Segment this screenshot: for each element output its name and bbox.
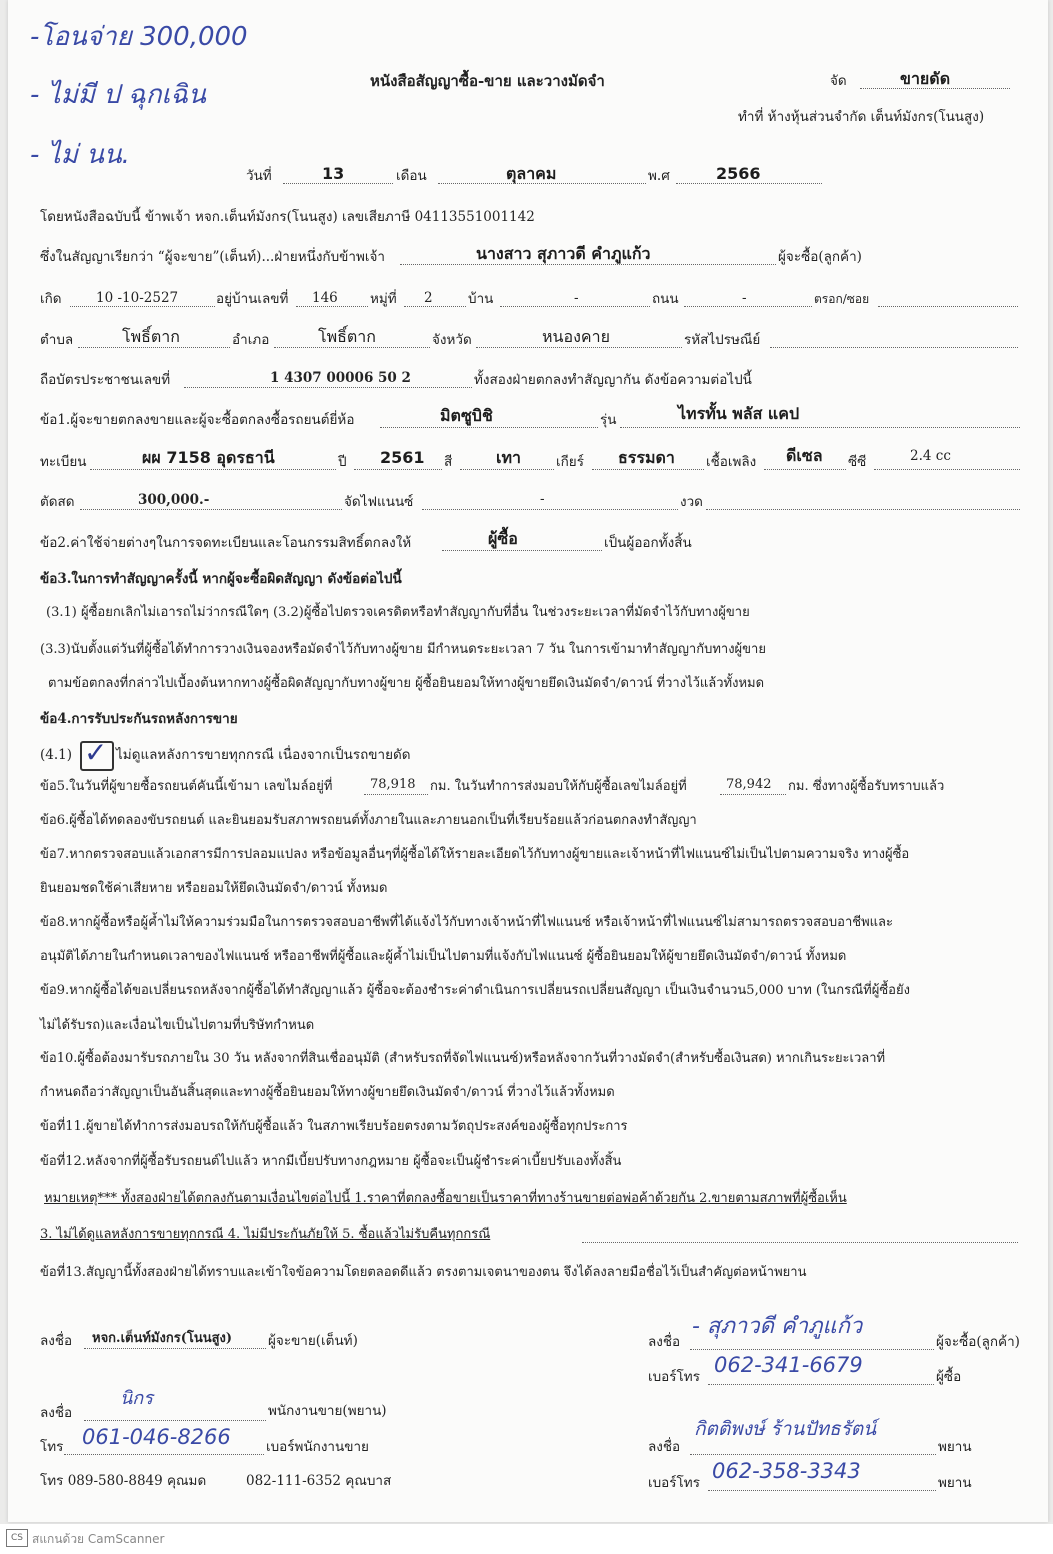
buyer-sign-line [690, 1349, 934, 1350]
buyer-phone-line [708, 1384, 934, 1385]
road-label: ถนน [652, 291, 679, 307]
idcard-value: 1 4307 00006 50 2 [270, 370, 411, 386]
type-line [860, 88, 1010, 89]
handwritten-note-weight: - ไม่ นน. [30, 140, 130, 170]
buyer-name-line [400, 264, 776, 265]
witness-phone-label: เบอร์โทร [648, 1475, 700, 1491]
type-value: ขายดัด [900, 69, 951, 88]
installment-label: งวด [680, 494, 703, 510]
finance-line [422, 509, 678, 510]
road-line [684, 306, 812, 307]
scanner-footer [0, 1524, 1053, 1554]
alley-label: ตรอก/ซอย [814, 292, 870, 306]
buyer-sign-label: ลงชื่อ [648, 1334, 681, 1350]
province-line [476, 347, 682, 348]
buyer-sign-role: ผู้จะซื้อ(ลูกค้า) [936, 1334, 1020, 1350]
note-line-2: 3. ไม่ได้ดูแลหลังการขายทุกกรณี 4. ไม่มีประกันภัยให้ 5. ซื้อแล้วไม่รับคืนทุกกรณี [40, 1227, 491, 1242]
scanner-label: สแกนด้วย CamScanner [32, 1532, 165, 1546]
intro-line: โดยหนังสือฉบับนี้ ข้าพเจ้า หจก.เต็นท์มังกร(โนนสูง) เลขเสียภาษี 04113551001142 [40, 209, 535, 225]
witness-phone-line [708, 1490, 936, 1491]
seller-role: ผู้จะขาย(เต็นท์) [268, 1333, 358, 1349]
model-value: ไทรทั้น พลัส แคป [678, 404, 800, 423]
clause2-payer: ผู้ซื้อ [488, 529, 518, 548]
fuel-value: ดีเซล [786, 446, 823, 465]
mile2-value: 78,942 [726, 777, 772, 792]
postcode-label: รหัสไปรษณีย์ [684, 332, 761, 348]
contract-place: ทำที่ ห้างหุ้นส่วนจำกัด เต็นท์มังกร(โนนสูง) [738, 109, 985, 125]
checkmark-icon: ✓ [84, 736, 108, 769]
contract-paper [8, 0, 1048, 1522]
clause13: ข้อที่13.สัญญานี้ทั้งสองฝ่ายได้ทราบและเข้าใจข้อความโดยตลอดดีแล้ว ตรงตามเจตนาของตน จึงได้ลงลายมือชื่อไว้เป็นสำคัญต่อหน้าพยาน [40, 1265, 807, 1280]
color-value: เทา [496, 448, 521, 467]
document-title: หนังสือสัญญาซื้อ-ขาย และวางมัดจำ [370, 72, 605, 90]
price-label: ตัดสด [40, 494, 75, 510]
district-value: โพธิ์ตาก [318, 327, 376, 346]
price-line [80, 509, 342, 510]
clause9a: ข้อ9.หากผู้ซื้อได้ขอเปลี่ยนรถหลังจากผู้ซื้อได้ทำสัญญาแล้ว ผู้ซื้อจะต้องชำระค่าดำเนินการเปลี่ยนรถเปลี่ยนสัญญา เป็นเงินจำนวน5,000 บาท (ในกรณีที่ผู้ซื้อยัง [40, 983, 910, 998]
province-label: จังหวัด [432, 332, 472, 348]
color-label: สี [444, 454, 453, 470]
born-value: 10 -10-2527 [96, 290, 179, 306]
day-line [283, 183, 393, 184]
subdistrict-label: ตำบล [40, 332, 74, 348]
clause6: ข้อ6.ผู้ซื้อได้ทดลองขับรถยนต์ และยินยอมรับสภาพรถยนต์ทั้งภายในและภายนอกเป็นที่เรียบร้อยแล้วก่อนตกลงทำสัญญา [40, 813, 697, 828]
brand-line [380, 427, 598, 428]
clause3-3b: ตามข้อตกลงที่กล่าวไปเบื้องต้นหากทางผู้ซื้อผิดสัญญากับทางผู้ขาย ผู้ซื้อยินยอมให้ทางผู้ขายยึดเงินมัดจำ/ดาวน์ ที่วางไว้แล้วทั้งหมด [48, 676, 765, 691]
clause4-title: ข้อ4.การรับประกันรถหลังการขาย [40, 711, 238, 727]
brand-value: มิตซูบิชิ [440, 406, 493, 425]
plate-label: ทะเบียน [40, 454, 87, 470]
idcard-line [184, 387, 472, 388]
staff-tel-label: โทร [40, 1439, 64, 1455]
seller-sign: หจก.เต็นท์มังกร(โนนสูง) [92, 1331, 233, 1346]
clause5-c: กม. ซึ่งทางผู้ซื้อรับทราบแล้ว [788, 779, 945, 794]
village-label: บ้าน [468, 291, 494, 307]
province-value: หนองคาย [542, 327, 610, 346]
district-label: อำเภอ [232, 332, 270, 348]
clause2-text: ข้อ2.ค่าใช้จ่ายต่างๆในการจดทะเบียนและโอนกรรมสิทธิ์ตกลงให้ [40, 535, 412, 551]
staff-phone-role: เบอร์พนักงานขาย [266, 1439, 369, 1455]
road-value: - [742, 290, 747, 306]
witness-role: พยาน [938, 1439, 972, 1455]
model-label: รุ่น [600, 412, 617, 428]
month-line [438, 183, 646, 184]
staff-phone-line [64, 1454, 264, 1455]
installment-line [706, 509, 1020, 510]
buyer-phone-role: ผู้ซื้อ [936, 1369, 962, 1385]
buyer-signature: - สุภาวดี คำภูแก้ว [692, 1314, 863, 1339]
postcode-line [770, 347, 1018, 348]
mile2-line [720, 794, 786, 795]
gear-line [592, 469, 704, 470]
note-line-2-fill [582, 1242, 1018, 1243]
fuel-line [764, 469, 846, 470]
house-label: อยู่บ้านเลขที่ [216, 291, 289, 307]
mile1-line [364, 794, 428, 795]
clause7b: ยินยอมชดใช้ค่าเสียหาย หรือยอมให้ยึดเงินมัดจำ/ดาวน์ ทั้งหมด [40, 881, 388, 896]
price-value: 300,000.- [138, 492, 210, 508]
idcard-suffix: ทั้งสองฝ่ายตกลงทำสัญญากัน ดังข้อความต่อไปนี้ [474, 372, 752, 388]
year-model-label: ปี [338, 454, 347, 470]
gear-label: เกียร์ [556, 454, 584, 470]
type-label: จัด [830, 73, 847, 89]
staff-role: พนักงานขาย(พยาน) [268, 1403, 387, 1419]
clause2-payer-line [442, 550, 602, 551]
born-label: เกิด [40, 291, 62, 307]
clause8b: อนุมัติได้ภายในกำหนดเวลาของไฟแนนซ์ หรืออาชีพที่ผู้ซื้อและผู้ค้ำไม่เป็นไปตามที่แจ้งกับไฟแนนซ์ ผู้ซื้อยินยอมให้ผู้ขายยึดเงินมัดจำ/ดาวน์ ทั้งหมด [40, 949, 847, 964]
handwritten-note-transfer: -โอนจ่าย 300,000 [30, 22, 248, 52]
clause10a: ข้อ10.ผู้ซื้อต้องมารับรถภายใน 30 วัน หลังจากที่สินเชื่ออนุมัติ (สำหรับรถที่จัดไฟแนนซ์)หรือหลังจากวันที่วางมัดจำ(สำหรับซื้อเงินสด) หากเกินระยะเวลาที่ [40, 1051, 886, 1066]
finance-value: - [540, 491, 545, 507]
clause10b: กำหนดถือว่าสัญญาเป็นอันสิ้นสุดและทางผู้ซื้อยินยอมให้ทางผู้ขายยึดเงินมัดจำ/ดาวน์ ที่วางไว้แล้วทั้งหมด [40, 1085, 615, 1100]
clause3-3a: (3.3)นับตั้งแต่วันที่ผู้ซื้อได้ทำการวางเงินจองหรือมัดจำไว้กับทางผู้ขาย มีกำหนดระยะเวลา 7 วัน ในการเข้ามาทำสัญญากับทางผู้ขาย [40, 642, 766, 657]
subdistrict-value: โพธิ์ตาก [122, 327, 180, 346]
gear-value: ธรรมดา [618, 448, 675, 467]
house-value: 146 [312, 290, 338, 306]
staff-signature: นิกร [120, 1388, 153, 1409]
seller-sign-line [84, 1348, 266, 1349]
finance-label: จัดไฟแนนซ์ [344, 494, 414, 510]
seller-text: ซึ่งในสัญญาเรียกว่า “ผู้จะขาย”(เต็นท์)...ฝ่ายหนึ่งกับข้าพเจ้า [40, 249, 385, 265]
clause5-b: กม. ในวันทำการส่งมอบให้กับผู้ซื้อเลขไมล์อยู่ที่ [430, 779, 687, 794]
cc-label: ซีซี [848, 454, 867, 470]
moo-line [404, 306, 466, 307]
witness-phone-role: พยาน [938, 1475, 972, 1491]
staff-sign-label: ลงชื่อ [40, 1405, 73, 1421]
year-model-line [354, 469, 442, 470]
clause12: ข้อที่12.หลังจากที่ผู้ซื้อรับรถยนต์ไปแล้ว หากมีเบี้ยปรับทางกฎหมาย ผู้ซื้อจะเป็นผู้ชำระค่าเบี้ยปรับเองทั้งสิ้น [40, 1154, 622, 1169]
idcard-label: ถือบัตรประชาชนเลขที่ [40, 372, 171, 388]
color-line [460, 469, 554, 470]
year-label: พ.ศ [648, 168, 670, 184]
clause5-a: ข้อ5.ในวันที่ผู้ขายซื้อรถยนต์คันนี้เข้ามา เลขไมล์อยู่ที่ [40, 779, 333, 794]
buyer-phone-label: เบอร์โทร [648, 1369, 700, 1385]
year-line [676, 183, 822, 184]
buyer-role: ผู้จะซื้อ(ลูกค้า) [778, 249, 862, 265]
clause9b: ไม่ได้รับรถ)และเงื่อนไขเป็นไปตามที่บริษัทกำหนด [40, 1018, 315, 1033]
note-line-1: หมายเหตุ*** ทั้งสองฝ่ายได้ตกลงกันตามเงื่อนไขต่อไปนี้ 1.ราคาที่ตกลงซื้อขายเป็นราคาที่ทางร้านขายต่อพ่อค้าด้วยกัน 2.ขายตามสภาพที่ผู้ซื้อเห็น [44, 1191, 847, 1206]
clause3-1: (3.1) ผู้ซื้อยกเลิกไม่เอารถไม่ว่ากรณีใดๆ (3.2)ผู้ซื้อไปตรวจเครดิตหรือทำสัญญากับที่อื่น ในช่วงระยะเวลาที่มัดจำไว้กับทางผู้ขาย [46, 605, 750, 620]
witness-signature: กิตติพงษ์ ร้านปัทธรัตน์ [694, 1418, 877, 1440]
day-value: 13 [322, 164, 345, 183]
staff-sign-line [84, 1420, 266, 1421]
contact-2: 082-111-6352 คุณบาส [246, 1473, 392, 1489]
cc-line [874, 469, 1020, 470]
cc-value: 2.4 cc [910, 448, 951, 464]
witness-sign-label: ลงชื่อ [648, 1439, 681, 1455]
clause3-title: ข้อ3.ในการทำสัญญาครั้งนี้ หากผู้จะซื้อผิดสัญญา ดังข้อต่อไปนี้ [40, 571, 402, 587]
clause2-suffix: เป็นผู้ออกทั้งสิ้น [604, 535, 692, 551]
staff-phone: 061-046-8266 [82, 1425, 231, 1449]
mile1-value: 78,918 [370, 777, 416, 792]
district-line [274, 347, 430, 348]
camscanner-logo-icon: CS [6, 1529, 28, 1547]
seller-sign-label: ลงชื่อ [40, 1333, 73, 1349]
witness-phone: 062-358-3343 [712, 1459, 861, 1483]
contact-1: โทร 089-580-8849 คุณมด [40, 1473, 207, 1489]
subdistrict-line [78, 347, 230, 348]
clause1-text: ข้อ1.ผู้จะขายตกลงขายและผู้จะซื้อตกลงซื้อรถยนต์ยี่ห้อ [40, 412, 355, 428]
handwritten-note-emergency: - ไม่มี ป ฉุกเฉิน [30, 80, 206, 110]
village-value: - [574, 290, 579, 306]
plate-value: ผผ 7158 อุดรธานี [142, 448, 275, 467]
moo-label: หมู่ที่ [370, 291, 397, 307]
day-label: วันที่ [246, 168, 272, 184]
year-value: 2566 [716, 164, 761, 183]
clause4-1-label: (4.1) [40, 747, 73, 763]
clause7a: ข้อ7.หากตรวจสอบแล้วเอกสารมีการปลอมแปลง หรือข้อมูลอื่นๆที่ผู้ซื้อได้ให้รายละเอียดไว้กับทางผู้ขายและเจ้าหน้าที่ไฟแนนซ์ไม่เป็นไปตามความจริง ทางผู้ซื้อ [40, 847, 910, 862]
month-value: ตุลาคม [506, 164, 557, 183]
buyer-name: นางสาว สุภาวดี คำภูแก้ว [476, 244, 651, 263]
witness-sign-line [690, 1454, 936, 1455]
clause4-1-text: ไม่ดูแลหลังการขายทุกกรณี เนื่องจากเป็นรถขายดัด [116, 747, 411, 763]
model-line [620, 427, 1020, 428]
buyer-phone: 062-341-6679 [714, 1353, 863, 1377]
fuel-label: เชื้อเพลิง [706, 454, 757, 470]
clause8a: ข้อ8.หากผู้ซื้อหรือผู้ค้ำไม่ให้ความร่วมมือในการตรวจสอบอาชีพที่ได้แจ้งไว้กับทางเจ้าหน้าที่ไฟแนนซ์ หรือเจ้าหน้าที่ไฟแนนซ์ไม่สามารถตรวจสอบอาชีพและ [40, 915, 893, 930]
plate-line [90, 469, 336, 470]
moo-value: 2 [424, 290, 433, 306]
clause11: ข้อที่11.ผู้ขายได้ทำการส่งมอบรถให้กับผู้ซื้อแล้ว ในสภาพเรียบร้อยตรงตามวัตถุประสงค์ของผู้ซื้อทุกประการ [40, 1119, 628, 1134]
month-label: เดือน [396, 168, 427, 184]
alley-line [878, 306, 1018, 307]
year-model-value: 2561 [380, 448, 425, 467]
